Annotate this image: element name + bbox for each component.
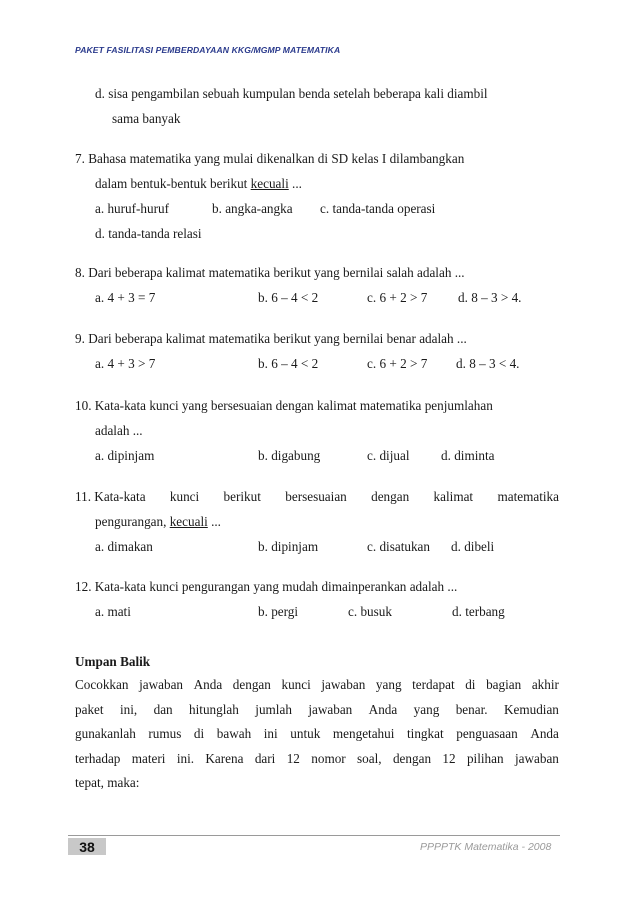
word: Kemudian bbox=[503, 701, 559, 717]
word: di bbox=[193, 726, 205, 742]
q6-option-d-line2: sama banyak bbox=[112, 111, 181, 126]
q10-option-a: a. dipinjam bbox=[95, 448, 155, 463]
q8-stem: 8. Dari beberapa kalimat matematika berikut yang bernilai salah adalah ... bbox=[75, 265, 465, 280]
q11-option-c: c. disatukan bbox=[367, 539, 430, 554]
word: untuk bbox=[290, 726, 321, 742]
word: jumlah bbox=[255, 701, 292, 717]
word: rumus bbox=[148, 726, 182, 742]
feedback-line bbox=[75, 722, 559, 747]
q8-option-b: b. 6 – 4 < 2 bbox=[258, 290, 319, 305]
word: penguasaan bbox=[456, 726, 518, 742]
word: mengetahui bbox=[332, 726, 395, 742]
q11-option-a: a. dimakan bbox=[95, 539, 153, 554]
word: dengan bbox=[392, 750, 432, 766]
q10-stem-line1: 10. Kata-kata kunci yang bersesuaian dengan kalimat matematika penjumlahan bbox=[75, 398, 493, 413]
word: yang bbox=[375, 677, 402, 693]
footer-text: PPPPTK Matematika - 2008 bbox=[420, 841, 552, 853]
q11-stem-line2 bbox=[95, 514, 221, 530]
q9-option-b: b. 6 – 4 < 2 bbox=[258, 356, 319, 371]
word: 12 bbox=[442, 750, 456, 766]
word: bawah bbox=[216, 726, 252, 742]
q10-option-d: d. diminta bbox=[441, 448, 495, 463]
word: ini, bbox=[119, 701, 138, 717]
q9-stem: 9. Dari beberapa kalimat matematika berikut yang bernilai benar adalah ... bbox=[75, 331, 467, 346]
feedback-line bbox=[75, 673, 559, 698]
q12-option-b: b. pergi bbox=[258, 604, 299, 619]
word: jawaban bbox=[308, 701, 353, 717]
q12-option-d: d. terbang bbox=[452, 604, 505, 619]
q12-option-c: c. busuk bbox=[348, 604, 392, 619]
q12-option-a: a. mati bbox=[95, 604, 131, 619]
word: pilihan bbox=[466, 750, 504, 766]
word: bagian bbox=[486, 677, 522, 693]
q10-stem-line2: adalah ... bbox=[95, 423, 143, 438]
word: hitunglah bbox=[189, 701, 239, 717]
word: kunci bbox=[281, 677, 311, 693]
word: ini. bbox=[176, 750, 195, 766]
q10-option-b: b. digabung bbox=[258, 448, 321, 463]
q11-stem-text: pengurangan, bbox=[95, 514, 170, 529]
word: soal, bbox=[357, 750, 382, 766]
q11-word: dengan bbox=[371, 489, 410, 504]
q10-option-c: c. dijual bbox=[367, 448, 410, 463]
q9-option-a: a. 4 + 3 > 7 bbox=[95, 356, 156, 371]
word: Anda bbox=[368, 701, 398, 717]
q11-ellipsis: ... bbox=[207, 514, 221, 529]
feedback-line bbox=[75, 698, 559, 723]
word: jawaban bbox=[321, 677, 366, 693]
word: terhadap bbox=[75, 750, 121, 766]
word: 12 bbox=[286, 750, 300, 766]
q11-word: bersesuaian bbox=[285, 489, 347, 504]
word: dari bbox=[254, 750, 276, 766]
q11-option-b: b. dipinjam bbox=[258, 539, 319, 554]
q12-stem: 12. Kata-kata kunci pengurangan yang mudah dimainperankan adalah ... bbox=[75, 579, 458, 594]
word: di bbox=[465, 677, 476, 693]
q7-option-b: b. angka-angka bbox=[212, 201, 293, 216]
word: terdapat bbox=[412, 677, 455, 693]
q11-kecuali: kecuali bbox=[169, 514, 208, 529]
q8-option-a: a. 4 + 3 = 7 bbox=[95, 290, 156, 305]
q9-option-d: d. 8 – 3 < 4. bbox=[456, 356, 520, 371]
word: Karena bbox=[205, 750, 244, 766]
word: gunakanlah bbox=[75, 726, 136, 742]
q8-option-d: d. 8 – 3 > 4. bbox=[458, 290, 522, 305]
word: benar. bbox=[455, 701, 488, 717]
q9-option-c: c. 6 + 2 > 7 bbox=[367, 356, 428, 371]
word: ini bbox=[263, 726, 278, 742]
footer-divider bbox=[68, 835, 560, 836]
word: akhir bbox=[531, 677, 559, 693]
q7-option-c: c. tanda-tanda operasi bbox=[320, 201, 436, 216]
word: paket bbox=[75, 701, 104, 717]
q7-stem-line2 bbox=[95, 176, 302, 192]
q7-stem-line1: 7. Bahasa matematika yang mulai dikenalkan di SD kelas I dilambangkan bbox=[75, 151, 465, 166]
word: Anda bbox=[193, 677, 223, 693]
word: nomor bbox=[311, 750, 346, 766]
q11-stem-line1 bbox=[75, 489, 559, 505]
feedback-paragraph bbox=[75, 673, 559, 796]
q7-option-d: d. tanda-tanda relasi bbox=[95, 226, 202, 241]
q11-word: 11. Kata-kata bbox=[75, 489, 146, 504]
word: materi bbox=[131, 750, 166, 766]
feedback-line-last bbox=[75, 771, 559, 796]
q11-option-d: d. dibeli bbox=[451, 539, 495, 554]
q7-kecuali: kecuali bbox=[250, 176, 289, 191]
word: Cocokkan bbox=[75, 677, 129, 693]
word: tepat, maka: bbox=[75, 775, 140, 791]
q6-option-d-line1: d. sisa pengambilan sebuah kumpulan benda setelah beberapa kali diambil bbox=[95, 86, 488, 101]
q11-word: kunci bbox=[169, 489, 200, 504]
q11-word: kalimat bbox=[433, 489, 474, 504]
q7-stem-text: dalam bentuk-bentuk berikut bbox=[95, 176, 251, 191]
q7-option-a: a. huruf-huruf bbox=[95, 201, 169, 216]
feedback-title: Umpan Balik bbox=[75, 654, 151, 669]
q8-option-c: c. 6 + 2 > 7 bbox=[367, 290, 428, 305]
q11-word: matematika bbox=[497, 489, 559, 504]
page-number: 38 bbox=[68, 838, 106, 855]
word: yang bbox=[413, 701, 440, 717]
feedback-line bbox=[75, 747, 559, 772]
word: dan bbox=[153, 701, 173, 717]
q11-word: berikut bbox=[223, 489, 261, 504]
word: dengan bbox=[232, 677, 271, 693]
word: jawaban bbox=[514, 750, 559, 766]
word: tingkat bbox=[407, 726, 444, 742]
q7-ellipsis: ... bbox=[288, 176, 302, 191]
running-header: PAKET FASILITASI PEMBERDAYAAN KKG/MGMP MATEMATIKA bbox=[75, 45, 341, 55]
word: jawaban bbox=[139, 677, 184, 693]
word: Anda bbox=[530, 726, 559, 742]
